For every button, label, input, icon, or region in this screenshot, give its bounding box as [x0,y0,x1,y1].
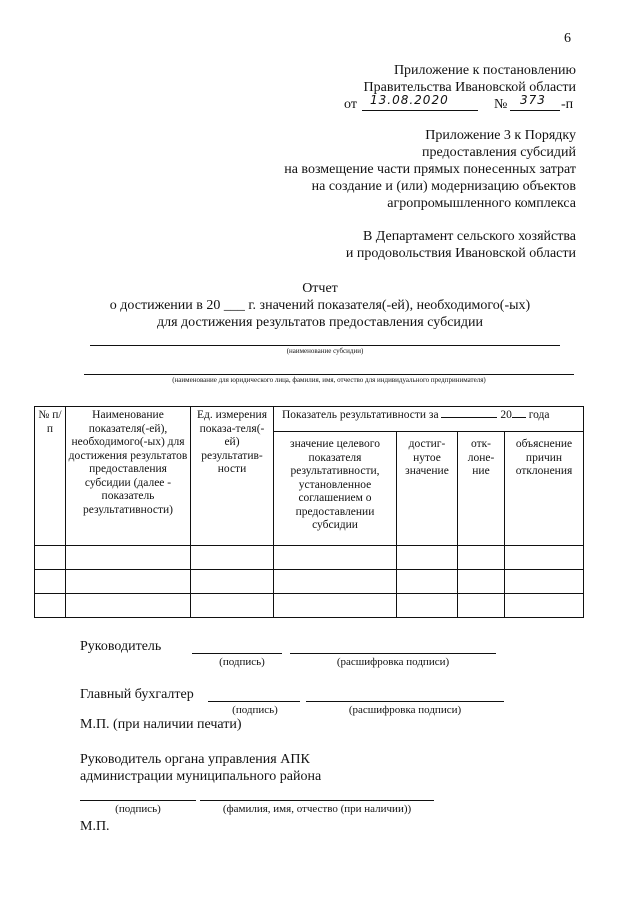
cell[interactable] [66,546,191,570]
report-table [34,406,584,618]
cell[interactable] [458,546,505,570]
appendix-num-label: № [494,97,508,112]
accountant-sign-caption: (подпись) [232,704,278,716]
date-line [362,110,478,111]
addressee-line-1: В Департамент сельского хозяйства [362,229,576,244]
report-title-line-2: о достижении в 20 ___ г. значений показателя(-ей), необходимого(-ых) [109,298,531,313]
cell[interactable] [35,594,66,618]
apk-fio-line[interactable] [200,800,434,801]
cell[interactable] [274,570,397,594]
col-num-header: № п/п [35,407,66,546]
appendix-ot-label: от [344,97,357,112]
cell[interactable] [66,570,191,594]
cell[interactable] [191,546,274,570]
report-title-line-3: для достижения результатов предоставления субсидии [156,315,484,330]
sub-achieved-header: достиг-нутое значение [397,432,458,546]
apk-stamp: М.П. [80,819,110,834]
year-blank [441,417,497,418]
page-number: 6 [564,31,571,46]
cell[interactable] [397,570,458,594]
subsidy-name-caption: (наименование субсидии) [286,347,364,355]
cell[interactable] [274,546,397,570]
apk-line-1: Руководитель органа управления АПК [80,752,310,767]
stamp-note: М.П. (при наличии печати) [80,717,242,732]
report-title: Отчет [302,281,338,296]
accountant-decode-caption: (расшифровка подписи) [348,704,462,716]
col-unit-header: Ед. измерения показа-теля(-ей) результатив-ности [191,407,274,546]
sub-target-header: значение целевого показателя результативности, установленное соглашением о предоставлении субсидии [274,432,397,546]
appendix3-line-3: на возмещение части прямых понесенных затрат [284,162,576,177]
cell[interactable] [397,594,458,618]
head-decode-line[interactable] [290,653,496,654]
appendix-num-suffix: -п [561,97,574,112]
cell[interactable] [458,594,505,618]
table-row [35,594,584,618]
cell[interactable] [66,594,191,618]
appendix-line-1: Приложение к постановлению [393,63,576,78]
group-header-prefix: Показатель результативности за [282,409,439,421]
apk-sign-line[interactable] [80,800,196,801]
table-row [35,570,584,594]
cell[interactable] [191,594,274,618]
appendix3-line-5: агропромышленного комплекса [387,196,576,211]
table-row [35,546,584,570]
sub-deviation-header: отк-лоне-ние [458,432,505,546]
cell[interactable] [191,570,274,594]
cell[interactable] [458,570,505,594]
sub-reasons-header: объяснение причин отклонения [505,432,584,546]
subsidy-name-line [90,345,560,346]
accountant-decode-line[interactable] [306,701,504,702]
number-line [510,110,560,111]
head-sign-line[interactable] [192,653,282,654]
appendix3-line-1: Приложение 3 к Порядку [425,128,576,143]
accountant-label: Главный бухгалтер [80,687,194,702]
accountant-sign-line[interactable] [208,701,300,702]
cell[interactable] [397,546,458,570]
cell[interactable] [505,570,584,594]
head-label: Руководитель [80,639,162,654]
appendix3-line-2: предоставления субсидий [421,145,576,160]
group-year-prefix: 20 [500,409,512,421]
cell[interactable] [274,594,397,618]
cell[interactable] [35,570,66,594]
number-handwritten: 373 [520,93,546,107]
group-header [274,407,584,432]
year-suffix-blank [512,417,526,418]
col-name-header: Наименование показателя(-ей), необходимого(-ых) для достижения результатов предоставления субсидии (далее - показатель результативности) [66,407,191,546]
apk-sign-caption: (подпись) [115,803,161,815]
head-decode-caption: (расшифровка подписи) [336,656,450,668]
group-header-suffix: года [528,409,550,421]
addressee-line-2: и продовольствия Ивановской области [345,246,576,261]
appendix3-line-4: на создание и (или) модернизацию объектов [311,179,576,194]
appendix-line-2: Правительства Ивановской области [363,80,576,95]
cell[interactable] [35,546,66,570]
head-sign-caption: (подпись) [219,656,265,668]
date-handwritten: 13.08.2020 [370,93,449,107]
apk-fio-caption: (фамилия, имя, отчество (при наличии)) [222,803,412,815]
recipient-name-line [84,374,574,375]
cell[interactable] [505,546,584,570]
cell[interactable] [505,594,584,618]
apk-line-2: администрации муниципального района [80,769,322,784]
recipient-name-caption: (наименование для юридического лица, фамилия, имя, отчество для индивидуального предпринимателя) [172,376,486,384]
